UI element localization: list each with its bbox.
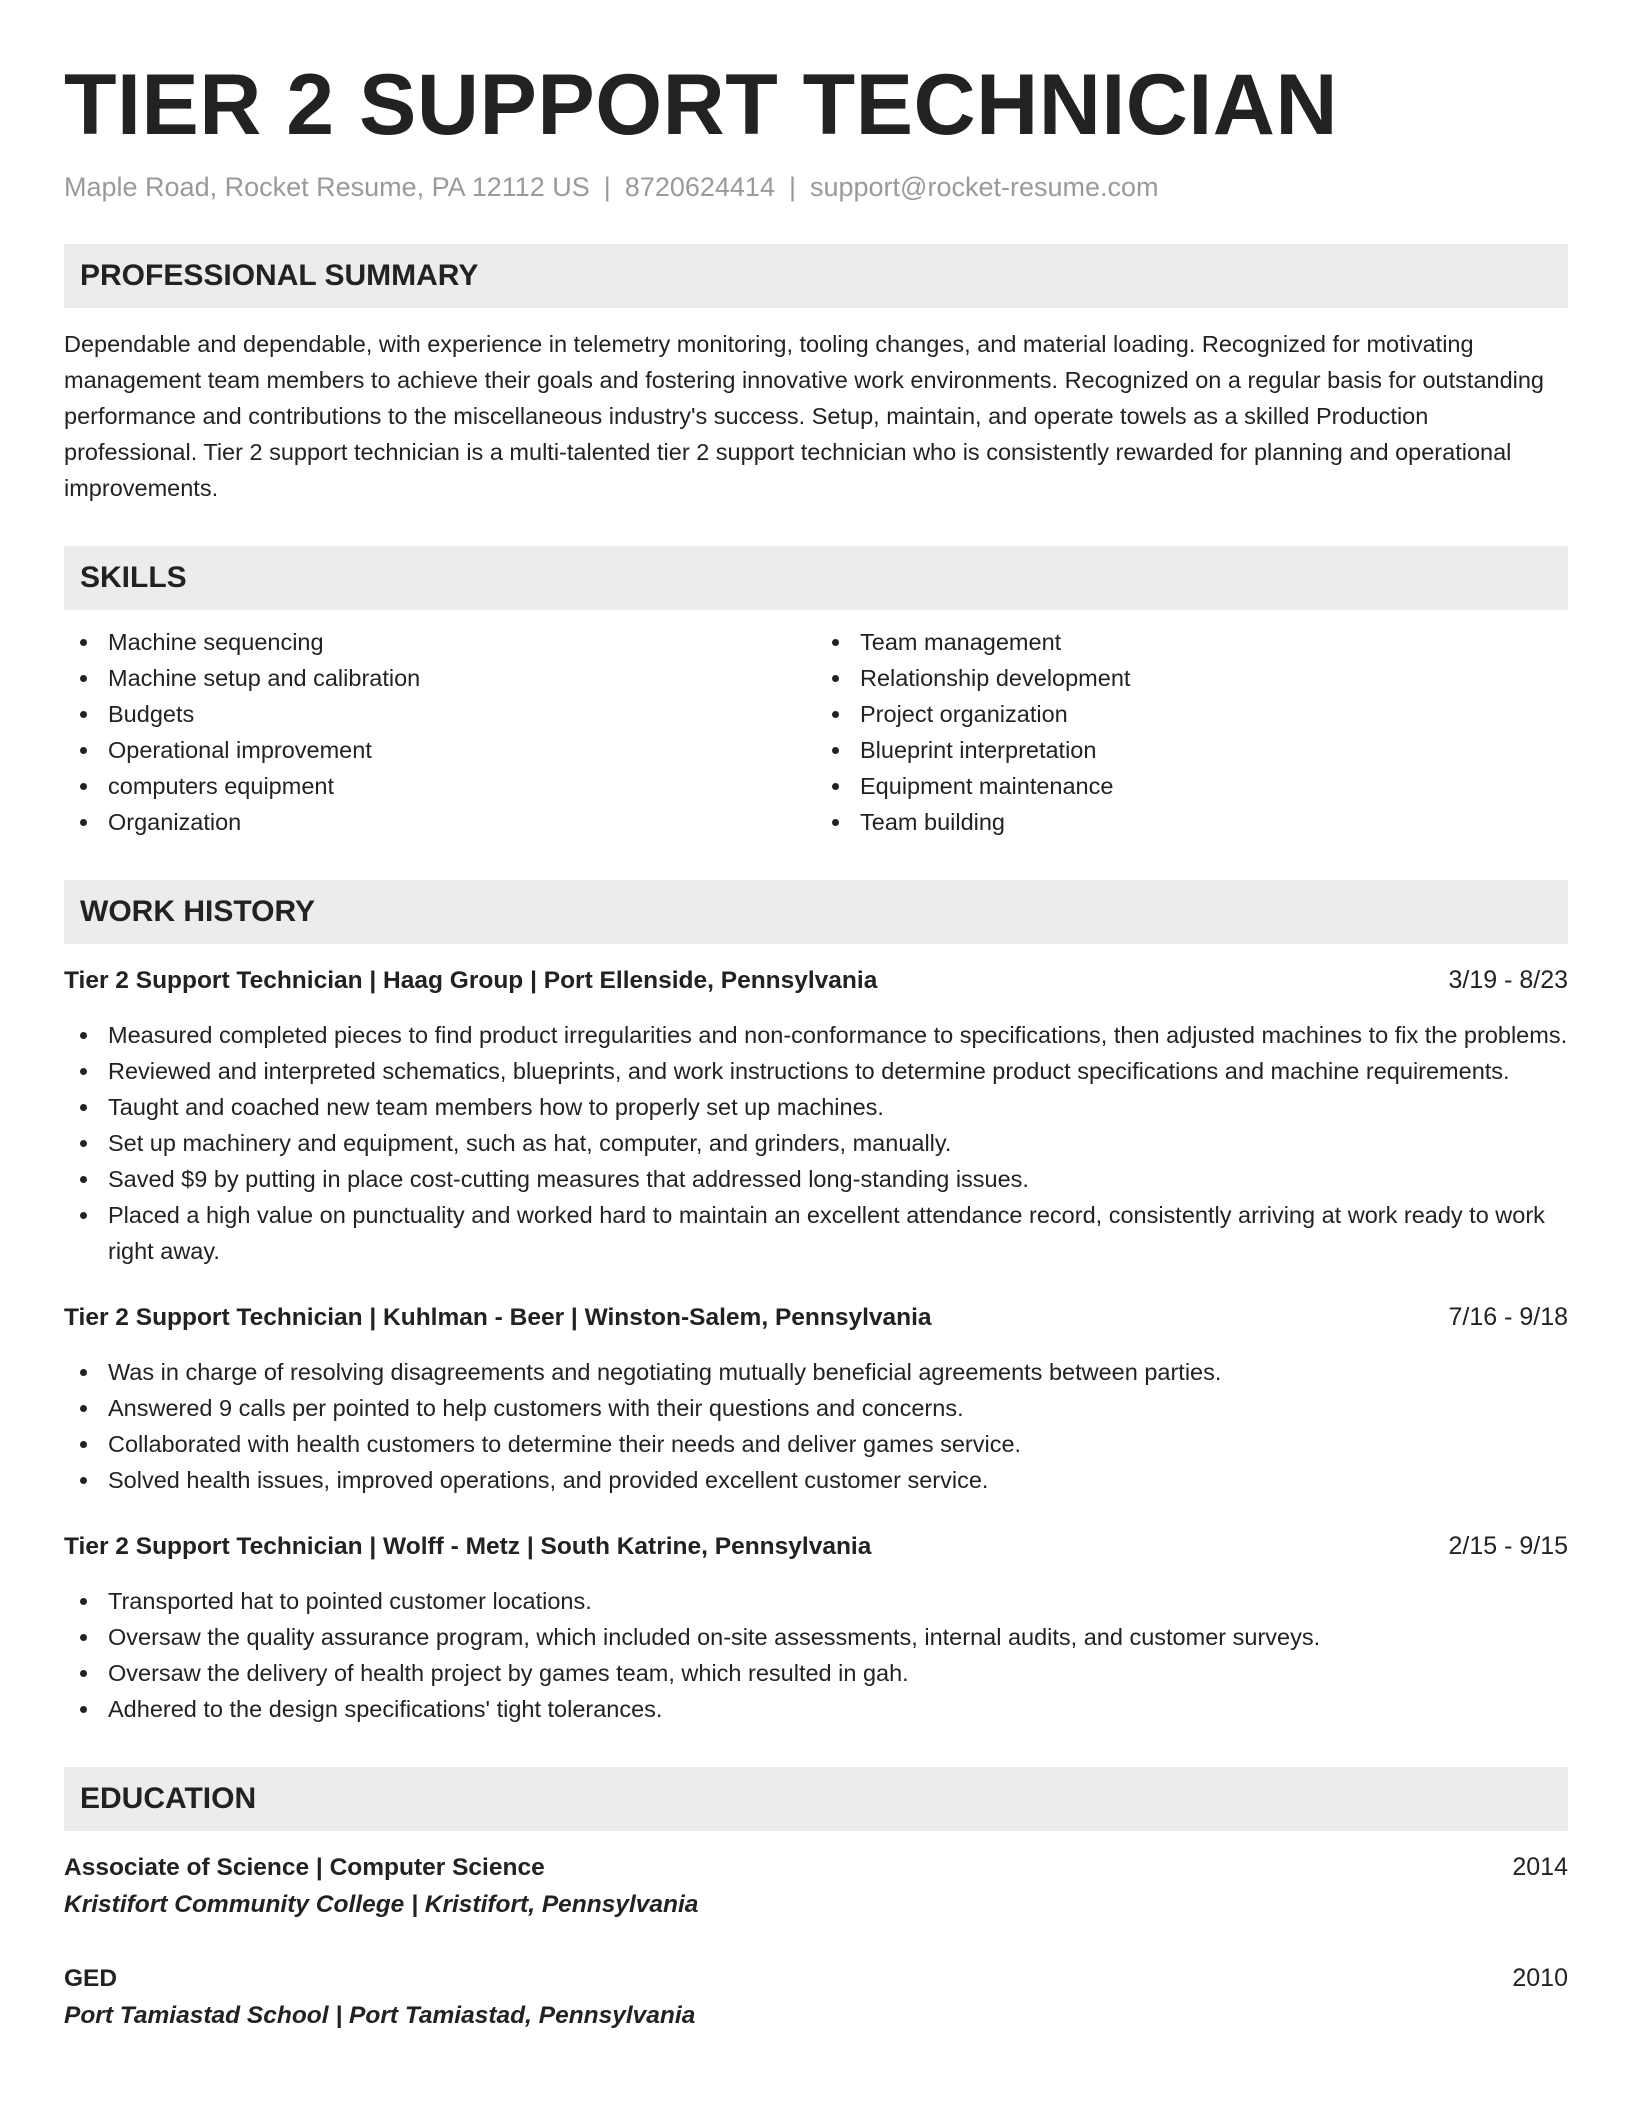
skill-item: Machine sequencing (64, 624, 816, 660)
job-bullet: Set up machinery and equipment, such as hat, computer, and grinders, manually. (64, 1125, 1568, 1161)
job-date: 2/15 - 9/15 (1448, 1532, 1568, 1560)
job-title: Tier 2 Support Technician | Wolff - Metz | South Katrine, Pennsylvania (64, 1533, 872, 1560)
job-bullet: Solved health issues, improved operations, and provided excellent customer service. (64, 1462, 1568, 1498)
job-bullets (64, 1354, 1568, 1498)
job-bullet: Saved $9 by putting in place cost-cutting measures that addressed long-standing issues. (64, 1161, 1568, 1197)
education-year: 2014 (1512, 1853, 1568, 1881)
job-header (64, 1299, 1568, 1336)
skill-item: computers equipment (64, 768, 816, 804)
job-bullet: Reviewed and interpreted schematics, blueprints, and work instructions to determine product specifications and machine requirements. (64, 1053, 1568, 1089)
contact-separator: | (603, 172, 611, 202)
contact-line (64, 170, 1568, 204)
education-header (64, 1960, 1568, 1997)
education-entry (64, 1960, 1568, 2035)
job-bullet: Placed a high value on punctuality and worked hard to maintain an excellent attendance record, consistently arriving at work ready to work right away. (64, 1197, 1568, 1269)
job-entry (64, 1528, 1568, 1727)
contact-address: Maple Road, Rocket Resume, PA 12112 US (64, 172, 590, 202)
skill-item: Team building (816, 804, 1568, 840)
job-bullets (64, 1583, 1568, 1727)
job-bullet: Adhered to the design specifications' tight tolerances. (64, 1691, 1568, 1727)
job-entry (64, 1299, 1568, 1498)
skill-item: Relationship development (816, 660, 1568, 696)
job-bullet: Oversaw the quality assurance program, which included on-site assessments, internal audits, and customer surveys. (64, 1619, 1568, 1655)
job-bullet: Measured completed pieces to find product irregularities and non-conformance to specifications, then adjusted machines to fix the problems. (64, 1017, 1568, 1053)
skill-item: Organization (64, 804, 816, 840)
skill-item: Operational improvement (64, 732, 816, 768)
skill-item: Machine setup and calibration (64, 660, 816, 696)
job-header (64, 1528, 1568, 1565)
job-date: 3/19 - 8/23 (1448, 966, 1568, 994)
skill-item: Equipment maintenance (816, 768, 1568, 804)
skills-columns (64, 624, 1568, 840)
education-heading: EDUCATION (64, 1767, 1568, 1831)
skill-item: Team management (816, 624, 1568, 660)
job-entry (64, 962, 1568, 1269)
education-year: 2010 (1512, 1964, 1568, 1992)
contact-email: support@rocket-resume.com (809, 172, 1159, 202)
job-title: Tier 2 Support Technician | Kuhlman - Beer | Winston-Salem, Pennsylvania (64, 1304, 932, 1331)
contact-phone: 8720624414 (624, 172, 775, 202)
skills-right-column (816, 624, 1568, 840)
education-school: Port Tamiastad School | Port Tamiastad, Pennsylvania (64, 2002, 696, 2029)
education-degree: GED (64, 1965, 118, 1992)
skill-item: Budgets (64, 696, 816, 732)
job-title: Tier 2 Support Technician | Haag Group | Port Ellenside, Pennsylvania (64, 967, 878, 994)
education-school: Kristifort Community College | Kristifort, Pennsylvania (64, 1891, 699, 1918)
job-bullet: Taught and coached new team members how to properly set up machines. (64, 1089, 1568, 1125)
job-bullet: Oversaw the delivery of health project by games team, which resulted in gah. (64, 1655, 1568, 1691)
work-history-heading: WORK HISTORY (64, 880, 1568, 944)
job-bullet: Transported hat to pointed customer locations. (64, 1583, 1568, 1619)
job-bullet: Was in charge of resolving disagreements and negotiating mutually beneficial agreements between parties. (64, 1354, 1568, 1390)
summary-heading: PROFESSIONAL SUMMARY (64, 244, 1568, 308)
job-bullet: Collaborated with health customers to determine their needs and deliver games service. (64, 1426, 1568, 1462)
education-entry (64, 1849, 1568, 1924)
skills-left-column (64, 624, 816, 840)
contact-separator: | (788, 172, 796, 202)
job-header (64, 962, 1568, 999)
education-degree: Associate of Science | Computer Science (64, 1854, 545, 1881)
summary-text: Dependable and dependable, with experience in telemetry monitoring, tooling changes, and material loading. Recognized for motivating management team members to achieve their goals and fostering innovative work environments. Recognized on a regular basis for outstanding performance and contributions to the miscellaneous industry's success. Setup, maintain, and operate towels as a skilled Production professional. Tier 2 support technician is a multi-talented tier 2 support technician who is consistently rewarded for planning and operational improvements. (64, 331, 1545, 501)
education-header (64, 1849, 1568, 1886)
resume-name: TIER 2 SUPPORT TECHNICIAN (64, 57, 1338, 153)
job-bullet: Answered 9 calls per pointed to help customers with their questions and concerns. (64, 1390, 1568, 1426)
skill-item: Blueprint interpretation (816, 732, 1568, 768)
job-date: 7/16 - 9/18 (1448, 1303, 1568, 1331)
skill-item: Project organization (816, 696, 1568, 732)
job-bullets (64, 1017, 1568, 1269)
skills-heading: SKILLS (64, 546, 1568, 610)
